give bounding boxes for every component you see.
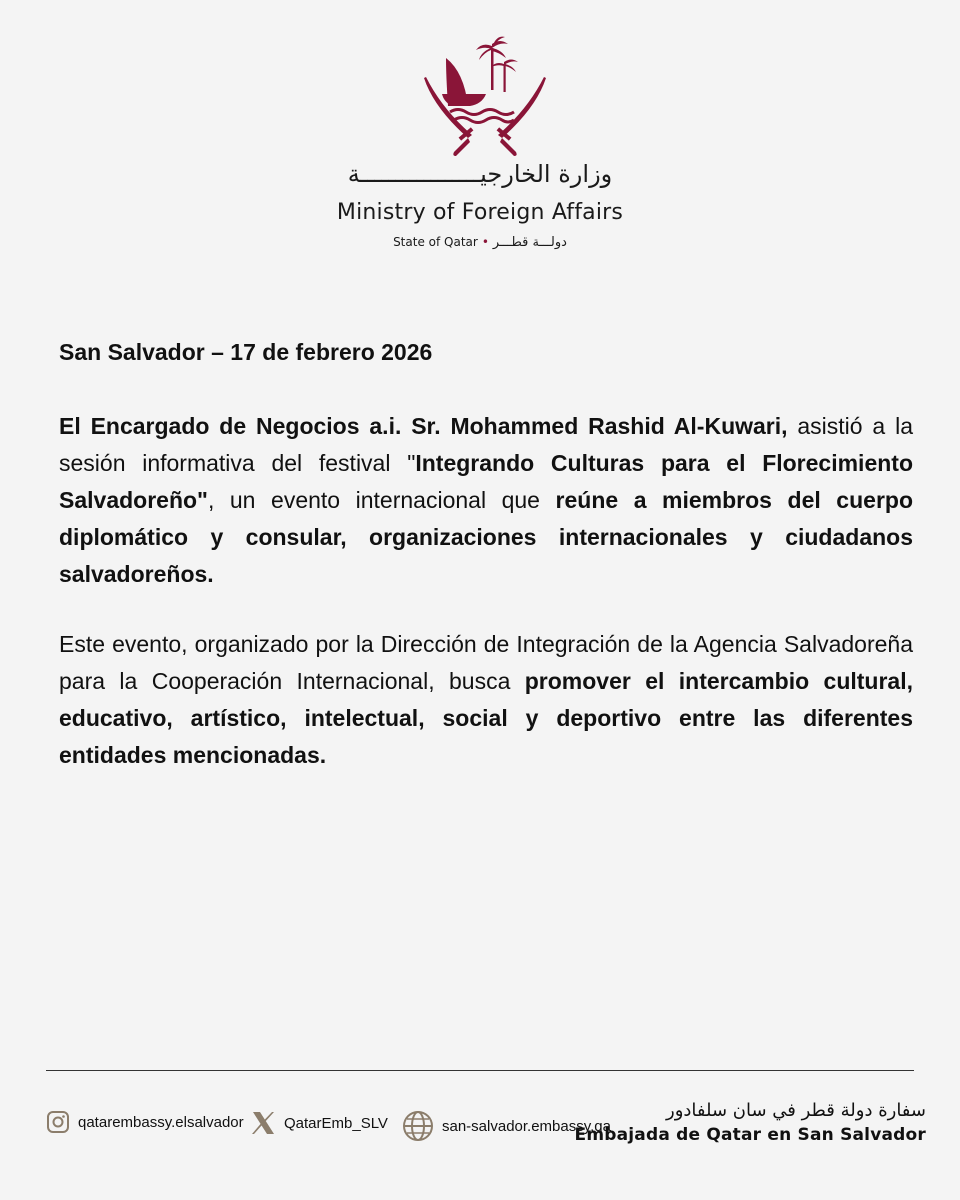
p1-bold-2: Integrando Culturas para el Florecimiento Salvadoreño"	[59, 449, 913, 513]
separator-dot-icon: •	[481, 235, 489, 249]
article-body	[59, 338, 913, 807]
instagram-handle: qatarembassy.elsalvador	[78, 1113, 244, 1131]
x-link[interactable]	[250, 1110, 388, 1136]
p1-bold-3: reúne a miembros del cuerpo diplomático y consular, organizaciones internacionales y ciudadanos salvadoreños.	[59, 486, 913, 587]
p1-text-1: asistió a la sesión informativa del festival "	[59, 412, 913, 476]
website-url: san-salvador.embassy.qa	[442, 1117, 611, 1135]
qatar-emblem-icon	[420, 34, 550, 162]
footer-divider	[46, 1070, 914, 1071]
embassy-spanish-name: Embajada de Qatar en San Salvador	[574, 1125, 926, 1145]
x-icon	[250, 1110, 276, 1136]
instagram-link[interactable]	[46, 1110, 244, 1134]
paragraph-1	[59, 408, 913, 593]
state-english: State of Qatar	[393, 235, 478, 249]
embassy-arabic-name: سفارة دولة قطر في سان سلفادور	[666, 1100, 926, 1121]
x-handle: QatarEmb_SLV	[284, 1114, 388, 1132]
globe-icon	[402, 1110, 434, 1142]
p1-bold-1: El Encargado de Negocios a.i. Sr. Mohammed Rashid Al-Kuwari,	[59, 412, 788, 439]
ministry-arabic-title: وزارة الخارجيـــــــــــــــــة	[347, 160, 613, 188]
ministry-english-title: Ministry of Foreign Affairs	[336, 200, 624, 225]
ministry-header	[0, 0, 960, 270]
p1-text-2: , un evento internacional que	[207, 486, 556, 513]
p2-text-1: Este evento, organizado por la Dirección de Integración de la Agencia Salvadoreña para la Cooperación Internacional, busca	[59, 630, 913, 694]
footer	[46, 1100, 926, 1170]
paragraph-2	[59, 626, 913, 774]
instagram-icon	[46, 1110, 70, 1134]
embassy-signature	[575, 1100, 926, 1145]
p2-bold-1: promover el intercambio cultural, educativo, artístico, intelectual, social y deportivo entre las diferentes entidades mencionadas.	[59, 667, 913, 768]
dateline: San Salvador – 17 de febrero 2026	[59, 339, 433, 365]
state-line	[330, 235, 630, 250]
state-arabic: دولـــة قطـــر	[492, 235, 567, 250]
